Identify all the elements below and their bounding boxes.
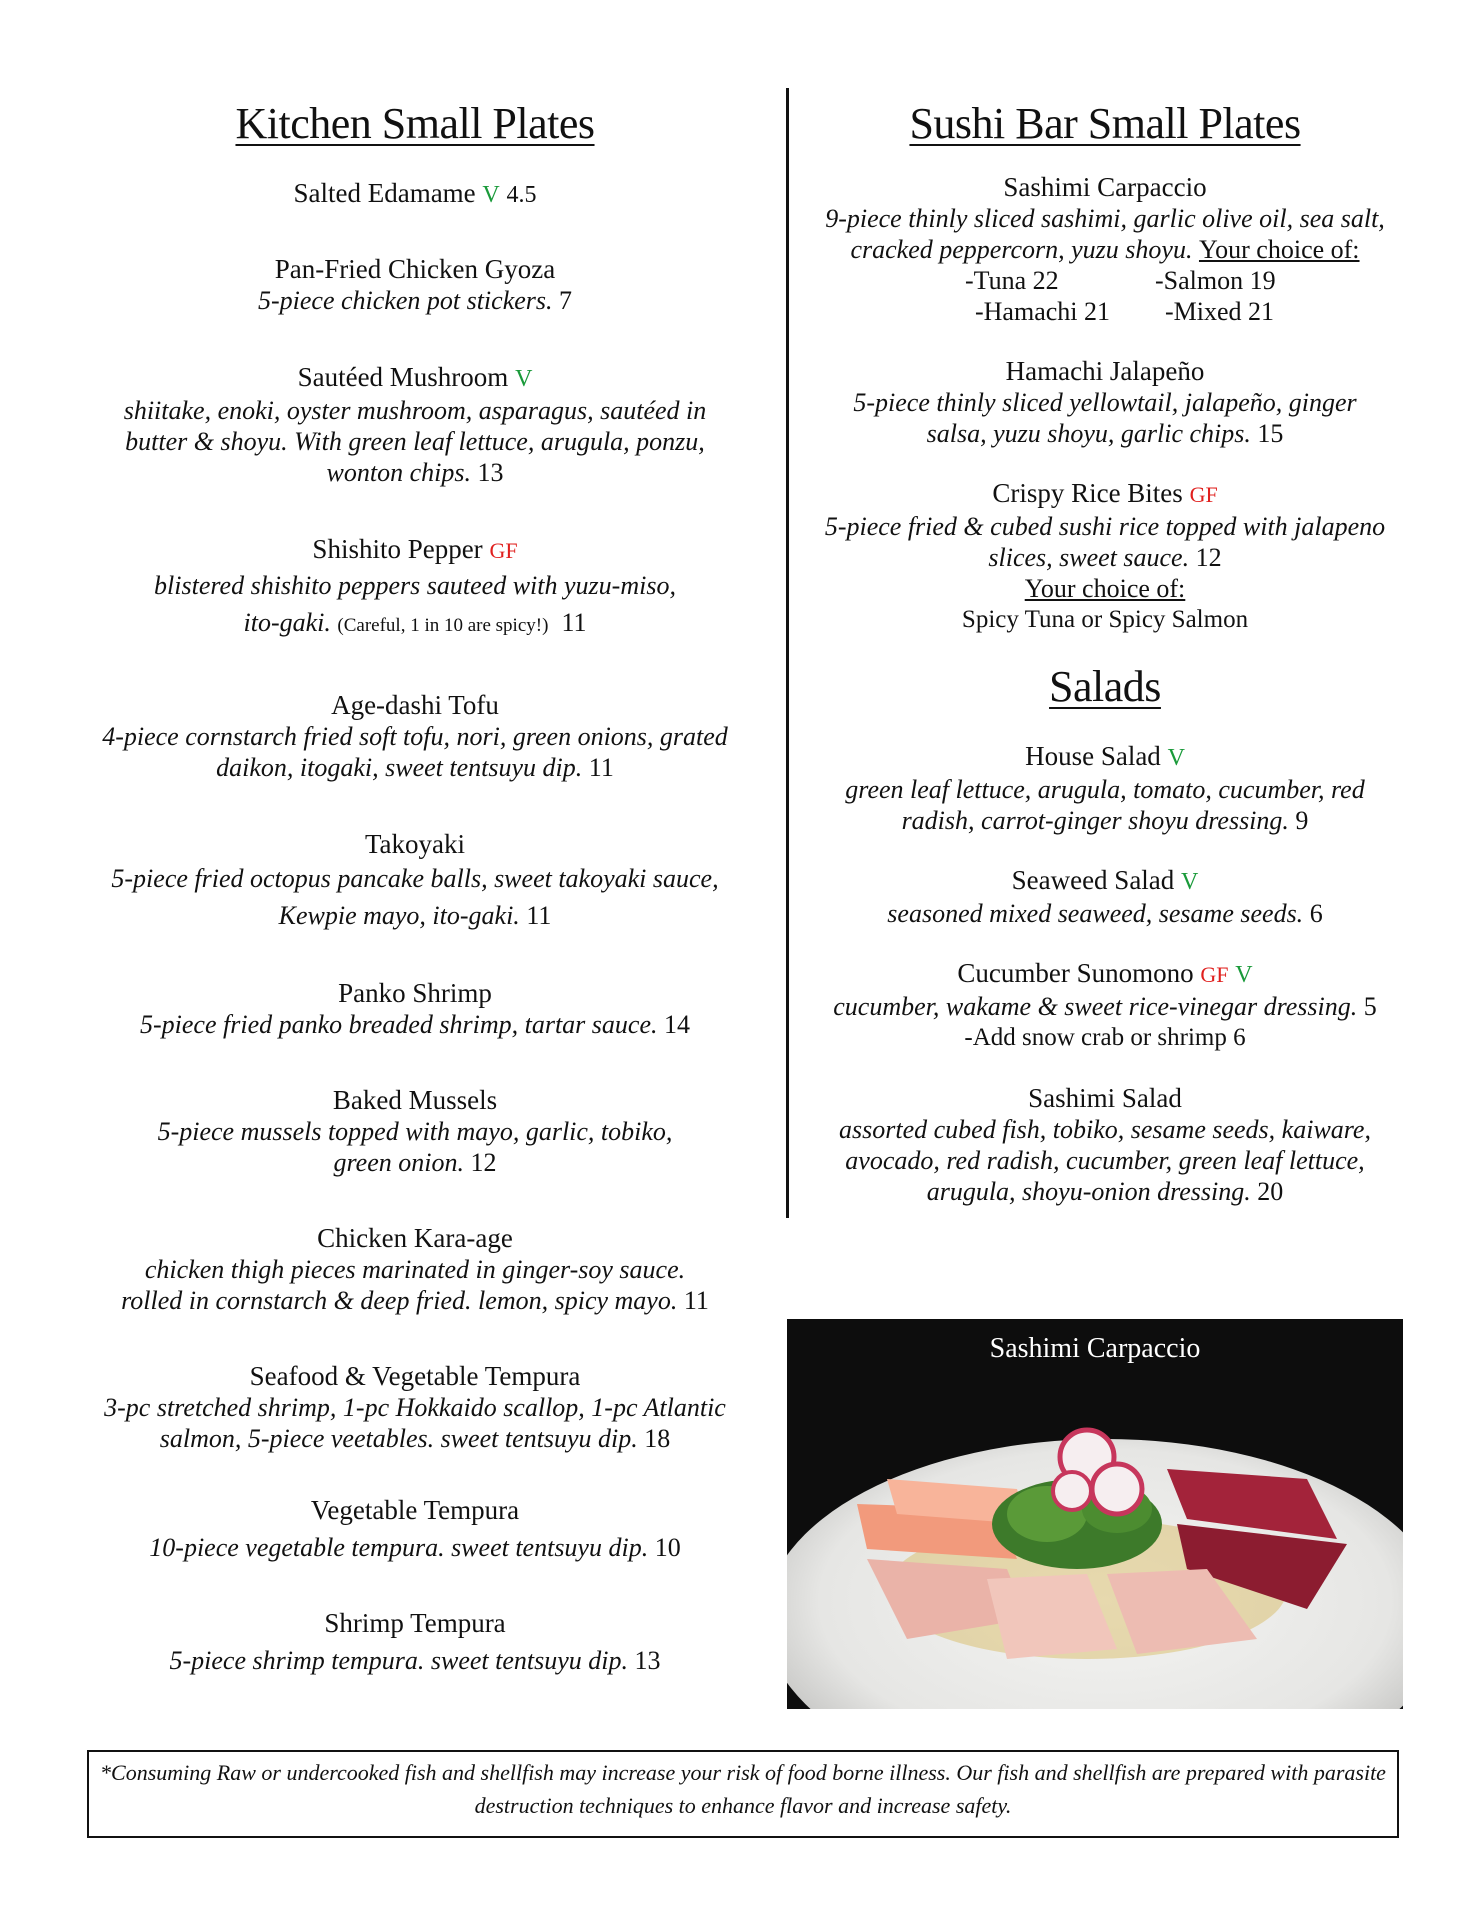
item-price: 5: [1363, 992, 1377, 1021]
vegetarian-badge: V: [1235, 962, 1253, 988]
sashimi-carpaccio-photo: [787, 1319, 1403, 1709]
choice-option: Spicy Salmon: [1108, 606, 1249, 633]
item-price: 11: [526, 901, 552, 930]
salads-title: Salads: [1049, 662, 1161, 711]
item-desc: 3-pc stretched shrimp, 1-pc Hokkaido scallop, 1-pc Atlantic salmon, 5-piece veetables. sweet tentsuyu dip.: [104, 1393, 726, 1453]
sushi-bar-small-plates-section: [805, 98, 1405, 1207]
item-name: Panko Shrimp: [338, 978, 492, 1008]
item-name: Pan-Fried Chicken Gyoza: [274, 254, 556, 284]
item-name: Chicken Kara-age: [317, 1223, 513, 1253]
choice-options: [805, 296, 1405, 327]
menu-item: [80, 828, 750, 934]
item-name: Sautéed Mushroom: [297, 362, 509, 392]
vegetarian-badge: V: [482, 182, 500, 208]
gluten-free-badge: GF: [1200, 962, 1229, 987]
item-price: 12: [470, 1148, 497, 1177]
menu-item: [805, 957, 1405, 1054]
choice-option: -Salmon 19: [1155, 266, 1276, 295]
item-desc: 4-piece cornstarch fried soft tofu, nori, green onions, grated daikon, itogaki, sweet tentsuyu dip.: [102, 722, 728, 782]
choice-option: -Tuna 22: [965, 266, 1059, 295]
sushi-bar-small-plates-title: Sushi Bar Small Plates: [909, 99, 1301, 148]
item-name: Shishito Pepper: [312, 534, 483, 564]
item-name: Seaweed Salad: [1011, 865, 1175, 895]
item-name: Cucumber Sunomono: [957, 958, 1194, 988]
column-divider: [786, 88, 789, 1218]
menu-item: [80, 689, 750, 783]
item-desc: 10-piece vegetable tempura. sweet tentsuyu dip.: [149, 1533, 649, 1562]
item-addon: -Add snow crab or shrimp 6: [964, 1024, 1246, 1051]
item-price: 15: [1257, 419, 1284, 448]
radish-slice: [1092, 1464, 1142, 1514]
menu-item: [805, 740, 1405, 836]
item-price: 12: [1195, 543, 1222, 572]
item-name: Vegetable Tempura: [310, 1495, 520, 1525]
menu-item: [80, 1222, 750, 1316]
item-desc: 5-piece fried octopus pancake balls, sweet takoyaki sauce, Kewpie mayo, ito-gaki.: [111, 864, 719, 930]
item-name: House Salad: [1025, 741, 1161, 771]
item-desc: cucumber, wakame & sweet rice-vinegar dressing.: [833, 992, 1358, 1021]
item-desc: assorted cubed fish, tobiko, sesame seeds, kaiware, avocado, red radish, cucumber, green leaf lettuce, arugula, shoyu-onion dressing.: [839, 1115, 1371, 1206]
menu-item: [80, 1084, 750, 1178]
menu-item: [80, 977, 750, 1040]
item-price: 18: [644, 1424, 671, 1453]
item-name: Sashimi Carpaccio: [1003, 172, 1207, 202]
item-price: 4.5: [506, 182, 537, 208]
choice-option: -Hamachi 21: [975, 297, 1111, 326]
item-price: 11: [683, 1286, 709, 1315]
choice-separator: or: [1081, 606, 1103, 633]
photo-caption: Sashimi Carpaccio: [989, 1333, 1201, 1364]
item-desc: green leaf lettuce, arugula, tomato, cucumber, red radish, carrot-ginger shoyu dressing.: [845, 775, 1365, 835]
item-desc: 5-piece mussels topped with mayo, garlic, tobiko, green onion.: [157, 1117, 673, 1177]
choice-label: Your choice of:: [1198, 235, 1360, 264]
menu-item: [80, 361, 750, 488]
menu-item: [80, 177, 750, 211]
menu-item: [80, 533, 750, 644]
item-price: 20: [1257, 1177, 1284, 1206]
choice-options: [805, 265, 1405, 296]
item-name: Sashimi Salad: [1028, 1083, 1182, 1113]
menu-item: [80, 1494, 750, 1563]
kitchen-small-plates-title: Kitchen Small Plates: [235, 99, 595, 148]
item-price: 11: [561, 608, 587, 637]
item-desc: 5-piece thinly sliced yellowtail, jalapeño, ginger salsa, yuzu shoyu, garlic chips.: [853, 388, 1357, 448]
item-price: 11: [588, 753, 614, 782]
item-name: Age-dashi Tofu: [331, 690, 499, 720]
gluten-free-badge: GF: [489, 538, 518, 563]
item-desc: 5-piece chicken pot stickers.: [257, 286, 553, 315]
item-note: (Careful, 1 in 10 are spicy!): [337, 615, 549, 636]
choice-option: -Mixed 21: [1165, 297, 1275, 326]
menu-item: [805, 171, 1405, 327]
plate-illustration: [787, 1319, 1403, 1709]
menu-item: [805, 477, 1405, 635]
menu-item: [80, 1360, 750, 1454]
item-name: Crispy Rice Bites: [992, 478, 1183, 508]
item-desc: shiitake, enoki, oyster mushroom, asparagus, sautéed in butter & shoyu. With green leaf lettuce, arugula, ponzu, wonton chips.: [123, 396, 707, 487]
item-name: Takoyaki: [364, 829, 466, 859]
item-name: Hamachi Jalapeño: [1005, 356, 1205, 386]
menu-item: [805, 355, 1405, 449]
menu-item: [80, 1607, 750, 1676]
item-price: 7: [559, 286, 573, 315]
item-desc: 9-piece thinly sliced sashimi, garlic olive oil, sea salt, cracked peppercorn, yuzu shoyu.: [825, 204, 1385, 264]
item-name: Seafood & Vegetable Tempura: [249, 1361, 581, 1391]
food-safety-notice: *Consuming Raw or undercooked fish and shellfish may increase your risk of food borne illness. Our fish and shellfish are prepared with parasite destruction techniques to enhance flavor and increase safety.: [87, 1750, 1399, 1838]
item-price: 6: [1309, 899, 1323, 928]
radish-slice: [1053, 1472, 1091, 1510]
menu-item: [805, 1082, 1405, 1207]
item-desc: 5-piece shrimp tempura. sweet tentsuyu dip.: [169, 1646, 629, 1675]
item-desc: 5-piece fried panko breaded shrimp, tartar sauce.: [140, 1010, 658, 1039]
item-name: Shrimp Tempura: [324, 1608, 506, 1638]
vegetarian-badge: V: [1181, 869, 1199, 895]
item-price: 14: [664, 1010, 690, 1039]
item-desc: seasoned mixed seaweed, sesame seeds.: [887, 899, 1304, 928]
item-name: Salted Edamame: [293, 178, 476, 208]
item-price: 9: [1295, 806, 1309, 835]
item-price: 13: [634, 1646, 661, 1675]
item-price: 10: [654, 1533, 681, 1562]
kitchen-small-plates-section: [80, 98, 750, 1676]
item-desc: chicken thigh pieces marinated in ginger-soy sauce. rolled in cornstarch & deep fried. lemon, spicy mayo.: [121, 1255, 686, 1315]
item-desc: blistered shishito peppers sauteed with yuzu-miso, ito-gaki.: [154, 571, 676, 637]
item-name: Baked Mussels: [332, 1085, 498, 1115]
menu-item: [805, 864, 1405, 929]
item-price: 13: [477, 458, 504, 487]
menu-item: [80, 253, 750, 316]
item-desc: 5-piece fried & cubed sushi rice topped with jalapeno slices, sweet sauce.: [824, 512, 1386, 572]
gluten-free-badge: GF: [1189, 482, 1218, 507]
vegetarian-badge: V: [515, 366, 533, 392]
choice-option: Spicy Tuna: [961, 606, 1076, 633]
choice-label: Your choice of:: [1024, 574, 1186, 603]
vegetarian-badge: V: [1167, 745, 1185, 771]
